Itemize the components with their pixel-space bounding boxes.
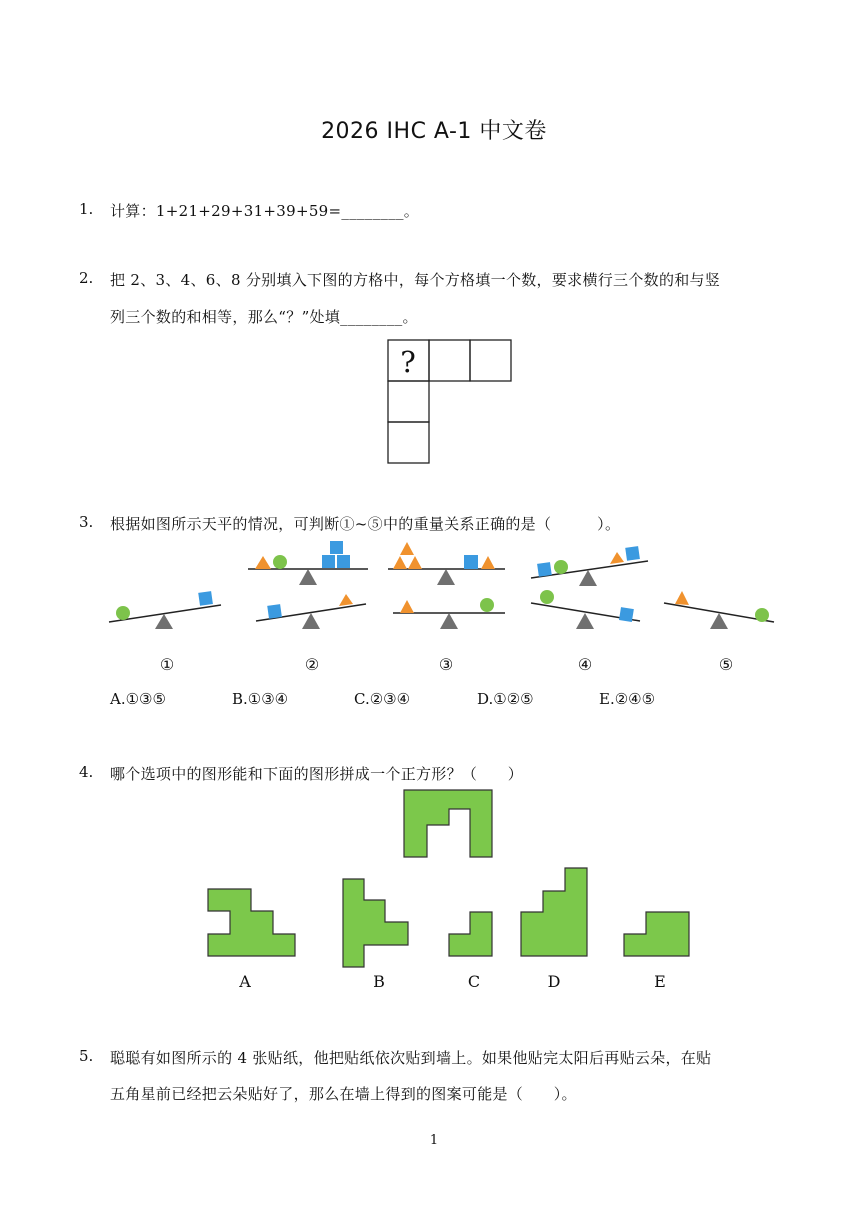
shape-label-a: A	[239, 972, 251, 991]
shape-label-c: C	[467, 972, 481, 991]
given-shape	[404, 790, 492, 857]
question-5-number: 5.	[79, 1047, 94, 1065]
shape-label-d: D	[547, 972, 561, 991]
question-2-line-1: 把 2、3、4、6、8 分别填入下图的方格中，每个方格填一个数，要求横行三个数的和与竖	[110, 271, 721, 289]
shape-option-e	[624, 912, 689, 956]
balance-label-4: ④	[577, 655, 593, 674]
balance-option-5	[664, 591, 774, 629]
grid-question-mark: ?	[400, 345, 416, 379]
question-1-number: 1.	[79, 200, 94, 218]
question-3-text: 根据如图所示天平的情况，可判断①~⑤中的重量关系正确的是（ ）。	[110, 515, 621, 533]
grid-cell	[429, 340, 470, 381]
shape-option-d	[521, 868, 587, 956]
balance-option-2	[256, 594, 366, 629]
question-2-line-2: 列三个数的和相等，那么“？”处填________。	[110, 308, 418, 326]
question-5-line-1: 聪聪有如图所示的 4 张贴纸，他把贴纸依次贴到墙上。如果他贴完太阳后再贴云朵，在贴	[110, 1049, 712, 1067]
balance-option-3	[393, 598, 505, 629]
balance-label-2: ②	[304, 655, 320, 674]
question-2-number: 2.	[79, 269, 94, 287]
shape-label-e: E	[654, 972, 666, 991]
balance-figures	[0, 530, 868, 640]
page-title: 2026 IHC A-1 中文卷	[321, 119, 547, 144]
reference-balance-1	[248, 541, 368, 585]
balance-option-1	[109, 591, 221, 629]
shape-figures	[0, 785, 868, 970]
question-4-number: 4.	[79, 763, 94, 781]
balance-option-4	[531, 590, 640, 629]
shape-option-b	[343, 879, 408, 967]
grid-cell	[388, 381, 429, 422]
balance-label-3: ③	[438, 655, 454, 674]
question-5-line-2: 五角星前已经把云朵贴好了，那么在墙上得到的图案可能是（ ）。	[110, 1085, 577, 1103]
option-a[interactable]: A.①③⑤	[110, 690, 166, 708]
balance-label-1: ①	[159, 655, 175, 674]
number-grid	[387, 339, 513, 471]
option-d[interactable]: D.①②⑤	[477, 690, 534, 708]
reference-balance-2	[388, 542, 505, 585]
option-c[interactable]: C.②③④	[354, 690, 411, 708]
question-4-text: 哪个选项中的图形能和下面的图形拼成一个正方形？（ ）	[110, 765, 524, 783]
shape-label-b: B	[373, 972, 385, 991]
balance-label-5: ⑤	[718, 655, 734, 674]
question-1-text: 计算：1+21+29+31+39+59=________。	[110, 202, 420, 220]
grid-figure	[387, 339, 513, 467]
grid-cell	[388, 422, 429, 463]
shape-option-a	[208, 889, 295, 956]
grid-cell	[470, 340, 511, 381]
question-3-number: 3.	[79, 513, 94, 531]
option-e[interactable]: E.②④⑤	[599, 690, 656, 708]
page-number: 1	[429, 1133, 439, 1148]
option-b[interactable]: B.①③④	[232, 690, 289, 708]
shape-option-c	[449, 912, 492, 956]
reference-balance-3	[531, 546, 648, 586]
